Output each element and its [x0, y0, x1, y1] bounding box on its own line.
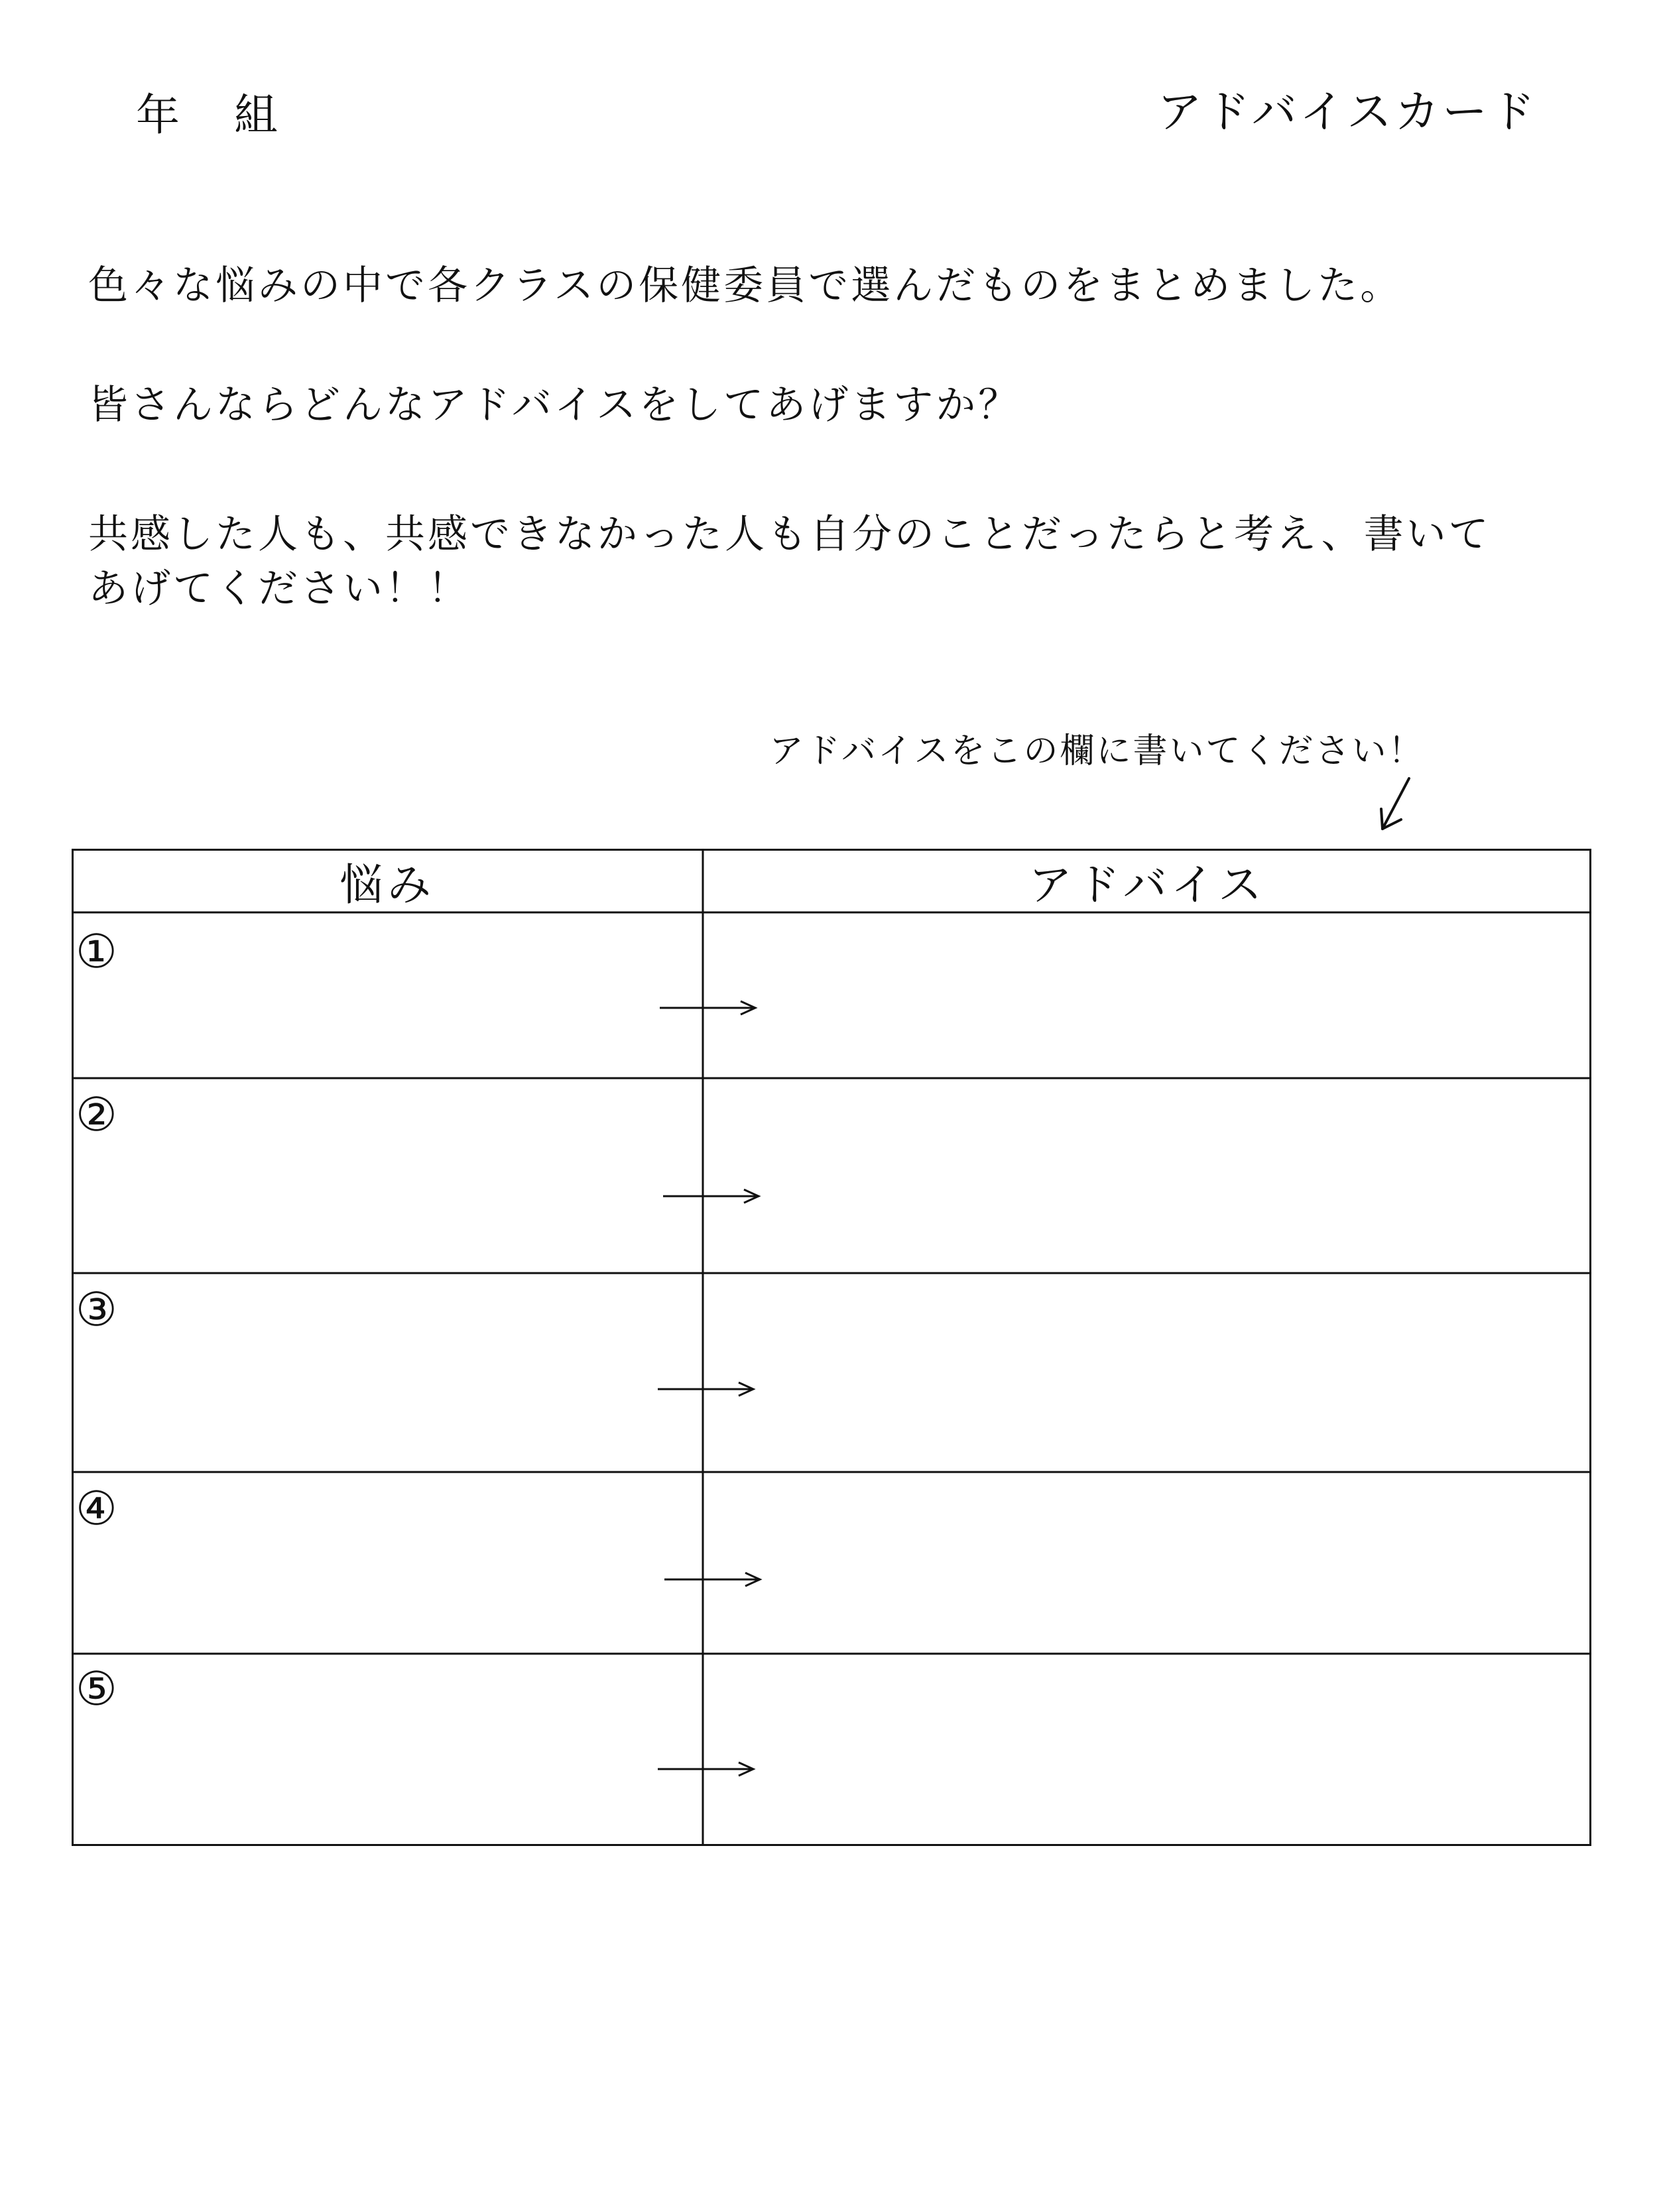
worry-cell-5	[72, 1654, 703, 1846]
class-label: 組	[234, 90, 279, 141]
intro-line-3	[88, 507, 1491, 616]
advice-cell-2[interactable]	[703, 1078, 1591, 1273]
right-arrow-icon	[662, 1188, 761, 1204]
intro-line-3a: 共感した人も、共感できなかった人も自分のことだったらと考え、書いて	[88, 511, 1491, 558]
intro-line-2: 皆さんならどんなアドバイスをしてあげますか？	[88, 382, 1021, 428]
worry-cell-2	[72, 1078, 703, 1273]
row-number-2: ②	[76, 1087, 117, 1142]
column-header-advice: アドバイス	[1028, 859, 1266, 910]
advice-cell-4[interactable]	[703, 1472, 1591, 1654]
advice-cell-5[interactable]	[703, 1654, 1591, 1846]
instruction-note: アドバイスをこの欄に書いてください！	[769, 731, 1425, 771]
advice-table	[72, 849, 1591, 1846]
worry-cell-4	[72, 1472, 703, 1654]
row-number-1: ①	[76, 924, 117, 979]
right-arrow-icon	[656, 1761, 756, 1777]
right-arrow-icon	[663, 1571, 763, 1587]
column-header-worry: 悩み	[339, 859, 435, 910]
advice-cell-3[interactable]	[703, 1273, 1591, 1472]
intro-line-3b: あげてください！！	[88, 566, 470, 612]
row-number-4: ④	[76, 1481, 117, 1536]
row-number-3: ③	[76, 1282, 117, 1337]
advice-cell-1[interactable]	[703, 912, 1591, 1078]
row-number-5: ⑤	[76, 1662, 117, 1716]
card-title: アドバイスカード	[1157, 86, 1538, 139]
worry-cell-3	[72, 1273, 703, 1472]
grade-class-field	[136, 80, 279, 143]
intro-line-1: 色々な悩みの中で各クラスの保健委員で選んだものをまとめました。	[88, 263, 1403, 309]
grade-label: 年	[136, 90, 181, 141]
down-arrow-icon	[1376, 776, 1416, 835]
right-arrow-icon	[658, 1000, 758, 1016]
right-arrow-icon	[656, 1381, 756, 1397]
worry-cell-1	[72, 912, 703, 1078]
